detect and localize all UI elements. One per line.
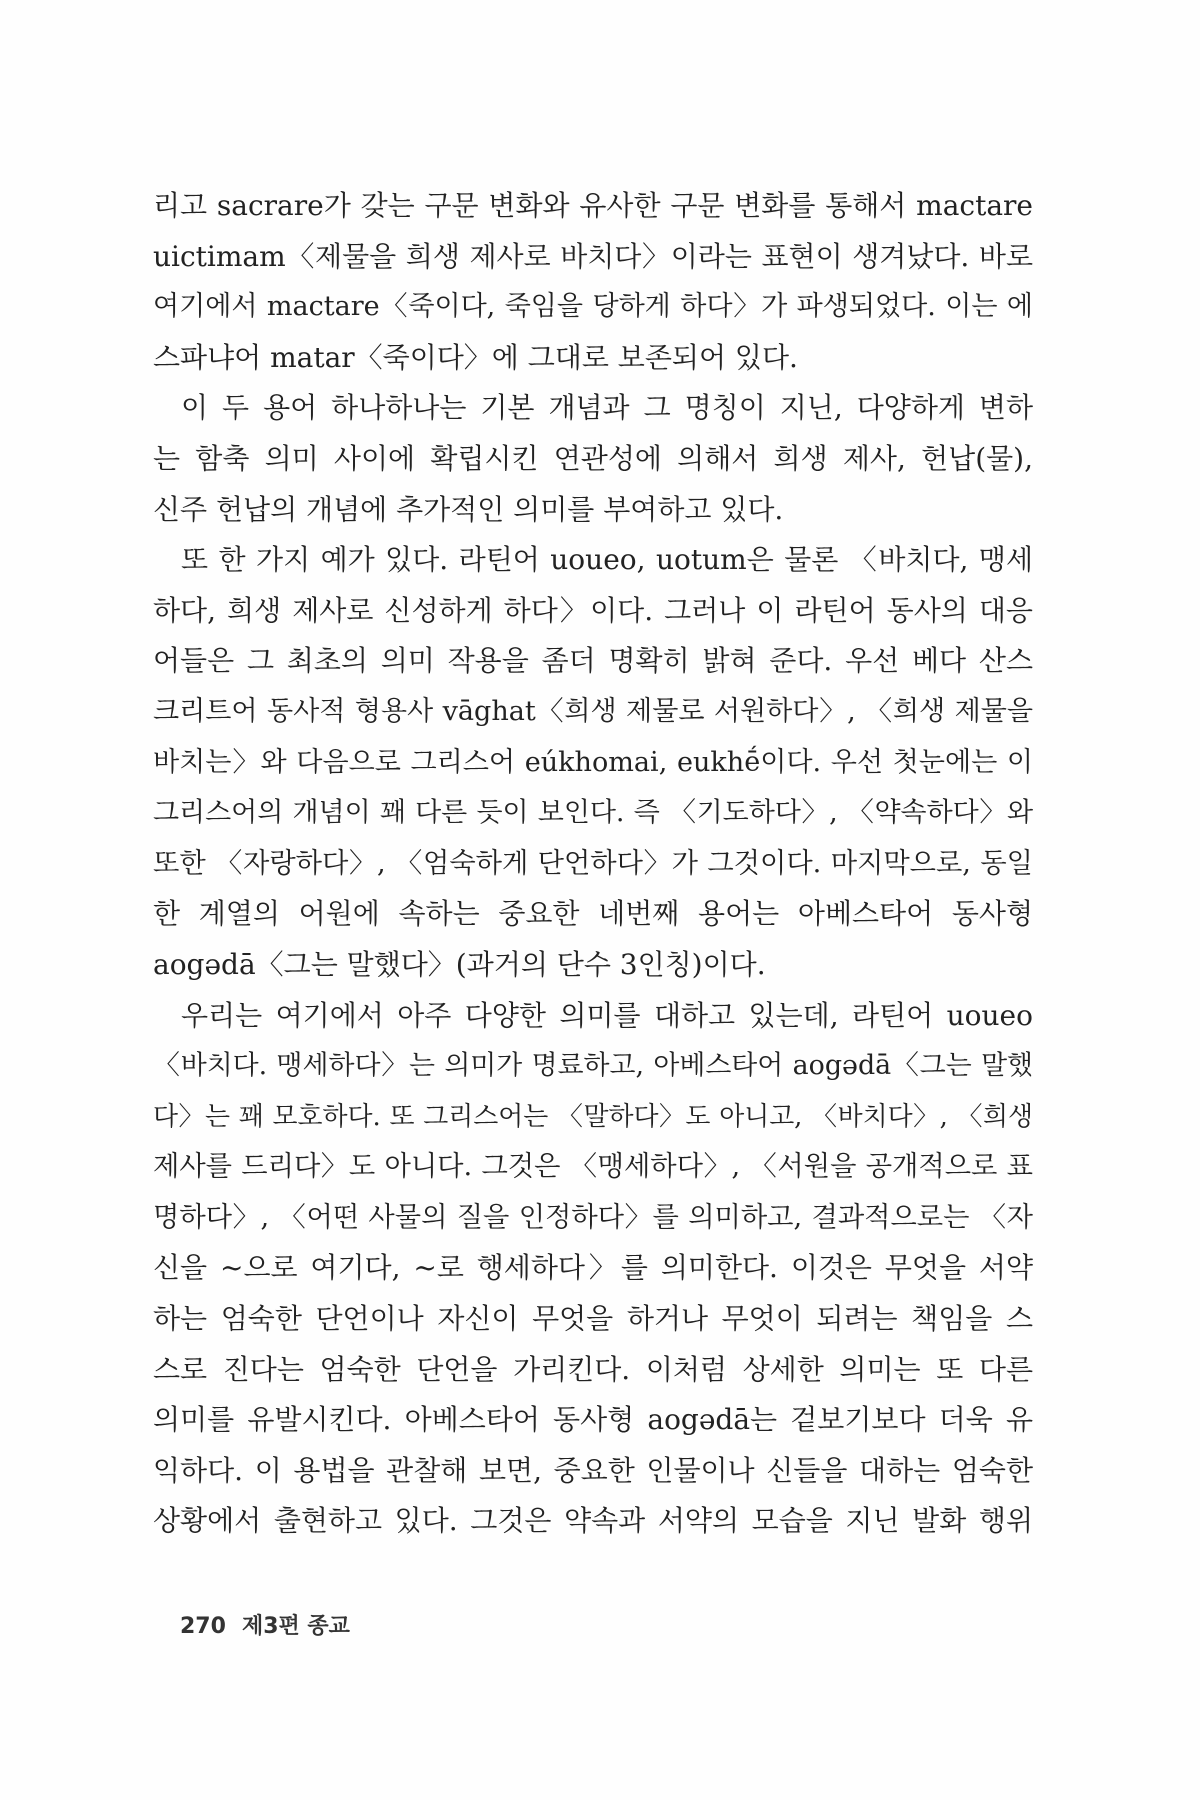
text-line: 크리트어 동사적 형용사 vāghat〈희생 제물로 서원하다〉, 〈희생 제물을 (153, 695, 1033, 727)
page-footer (180, 1612, 350, 1642)
text-line: 한 계열의 어원에 속하는 중요한 네번째 용어는 아베스타어 동사형 (153, 897, 1033, 931)
page-number: 270 (180, 1614, 226, 1639)
text-line: 신을 ~으로 여기다, ~로 행세하다〉를 의미한다. 이것은 무엇을 서약 (153, 1251, 1033, 1285)
text-line: 신주 헌납의 개념에 추가적인 의미를 부여하고 있다. (153, 492, 784, 526)
text-line: 그리스어의 개념이 꽤 다른 듯이 보인다. 즉 〈기도하다〉, 〈약속하다〉와 (153, 797, 1033, 829)
text-line: uictimam〈제물을 희생 제사로 바치다〉이라는 표현이 생겨났다. 바로 (153, 239, 1033, 273)
text-line: 스파냐어 matar〈죽이다〉에 그대로 보존되어 있다. (153, 340, 798, 374)
text-line: 는 함축 의미 사이에 확립시킨 연관성에 의해서 희생 제사, 헌납(물), (153, 441, 1033, 475)
text-line: 이 두 용어 하나하나는 기본 개념과 그 명칭이 지닌, 다양하게 변하 (181, 391, 1033, 425)
text-line: 바치는〉와 다음으로 그리스어 eúkhomai, eukhḗ이다. 우선 첫눈에는 이 (153, 746, 1033, 778)
text-line: 스로 진다는 엄숙한 단언을 가리킨다. 이처럼 상세한 의미는 또 다른 (153, 1352, 1033, 1386)
body-text (153, 181, 1033, 1547)
text-line: 상황에서 출현하고 있다. 그것은 약속과 서약의 모습을 지닌 발화 행위 (153, 1504, 1033, 1538)
text-line: aogədā〈그는 말했다〉(과거의 단수 3인칭)이다. (153, 947, 766, 981)
text-line: 다〉는 꽤 모호하다. 또 그리스어는 〈말하다〉도 아니고, 〈바치다〉, 〈희생 (153, 1101, 1033, 1132)
text-line: 〈바치다. 맹세하다〉는 의미가 명료하고, 아베스타어 aogədā〈그는 말했 (153, 1050, 1033, 1082)
text-line: 하는 엄숙한 단언이나 자신이 무엇을 하거나 무엇이 되려는 책임을 스 (153, 1302, 1033, 1336)
text-line: 리고 sacrare가 갖는 구문 변화와 유사한 구문 변화를 통해서 mactare (153, 189, 1033, 222)
text-line: 여기에서 mactare〈죽이다, 죽임을 당하게 하다〉가 파생되었다. 이는 에 (153, 291, 1033, 323)
text-line: 우리는 여기에서 아주 다양한 의미를 대하고 있는데, 라틴어 uoueo (181, 998, 1033, 1032)
text-line: 어들은 그 최초의 의미 작용을 좀더 명확히 밝혀 준다. 우선 베다 산스 (153, 644, 1033, 678)
text-line: 또 한 가지 예가 있다. 라틴어 uoueo, uotum은 물론 〈바치다, 맹세 (181, 543, 1033, 577)
text-line: 의미를 유발시킨다. 아베스타어 동사형 aogədā는 겉보기보다 더욱 유 (153, 1403, 1033, 1437)
text-line: 명하다〉, 〈어떤 사물의 질을 인정하다〉를 의미하고, 결과적으로는 〈자 (153, 1201, 1033, 1233)
running-footer-section: 제3편 종교 (241, 1614, 350, 1639)
text-line: 하다, 희생 제사로 신성하게 하다〉이다. 그러나 이 라틴어 동사의 대응 (153, 593, 1033, 627)
text-line: 익하다. 이 용법을 관찰해 보면, 중요한 인물이나 신들을 대하는 엄숙한 (153, 1453, 1033, 1487)
text-line: 제사를 드리다〉도 아니다. 그것은 〈맹세하다〉, 〈서원을 공개적으로 표 (153, 1151, 1033, 1183)
text-line: 또한 〈자랑하다〉, 〈엄숙하게 단언하다〉가 그것이다. 마지막으로, 동일 (153, 847, 1033, 879)
